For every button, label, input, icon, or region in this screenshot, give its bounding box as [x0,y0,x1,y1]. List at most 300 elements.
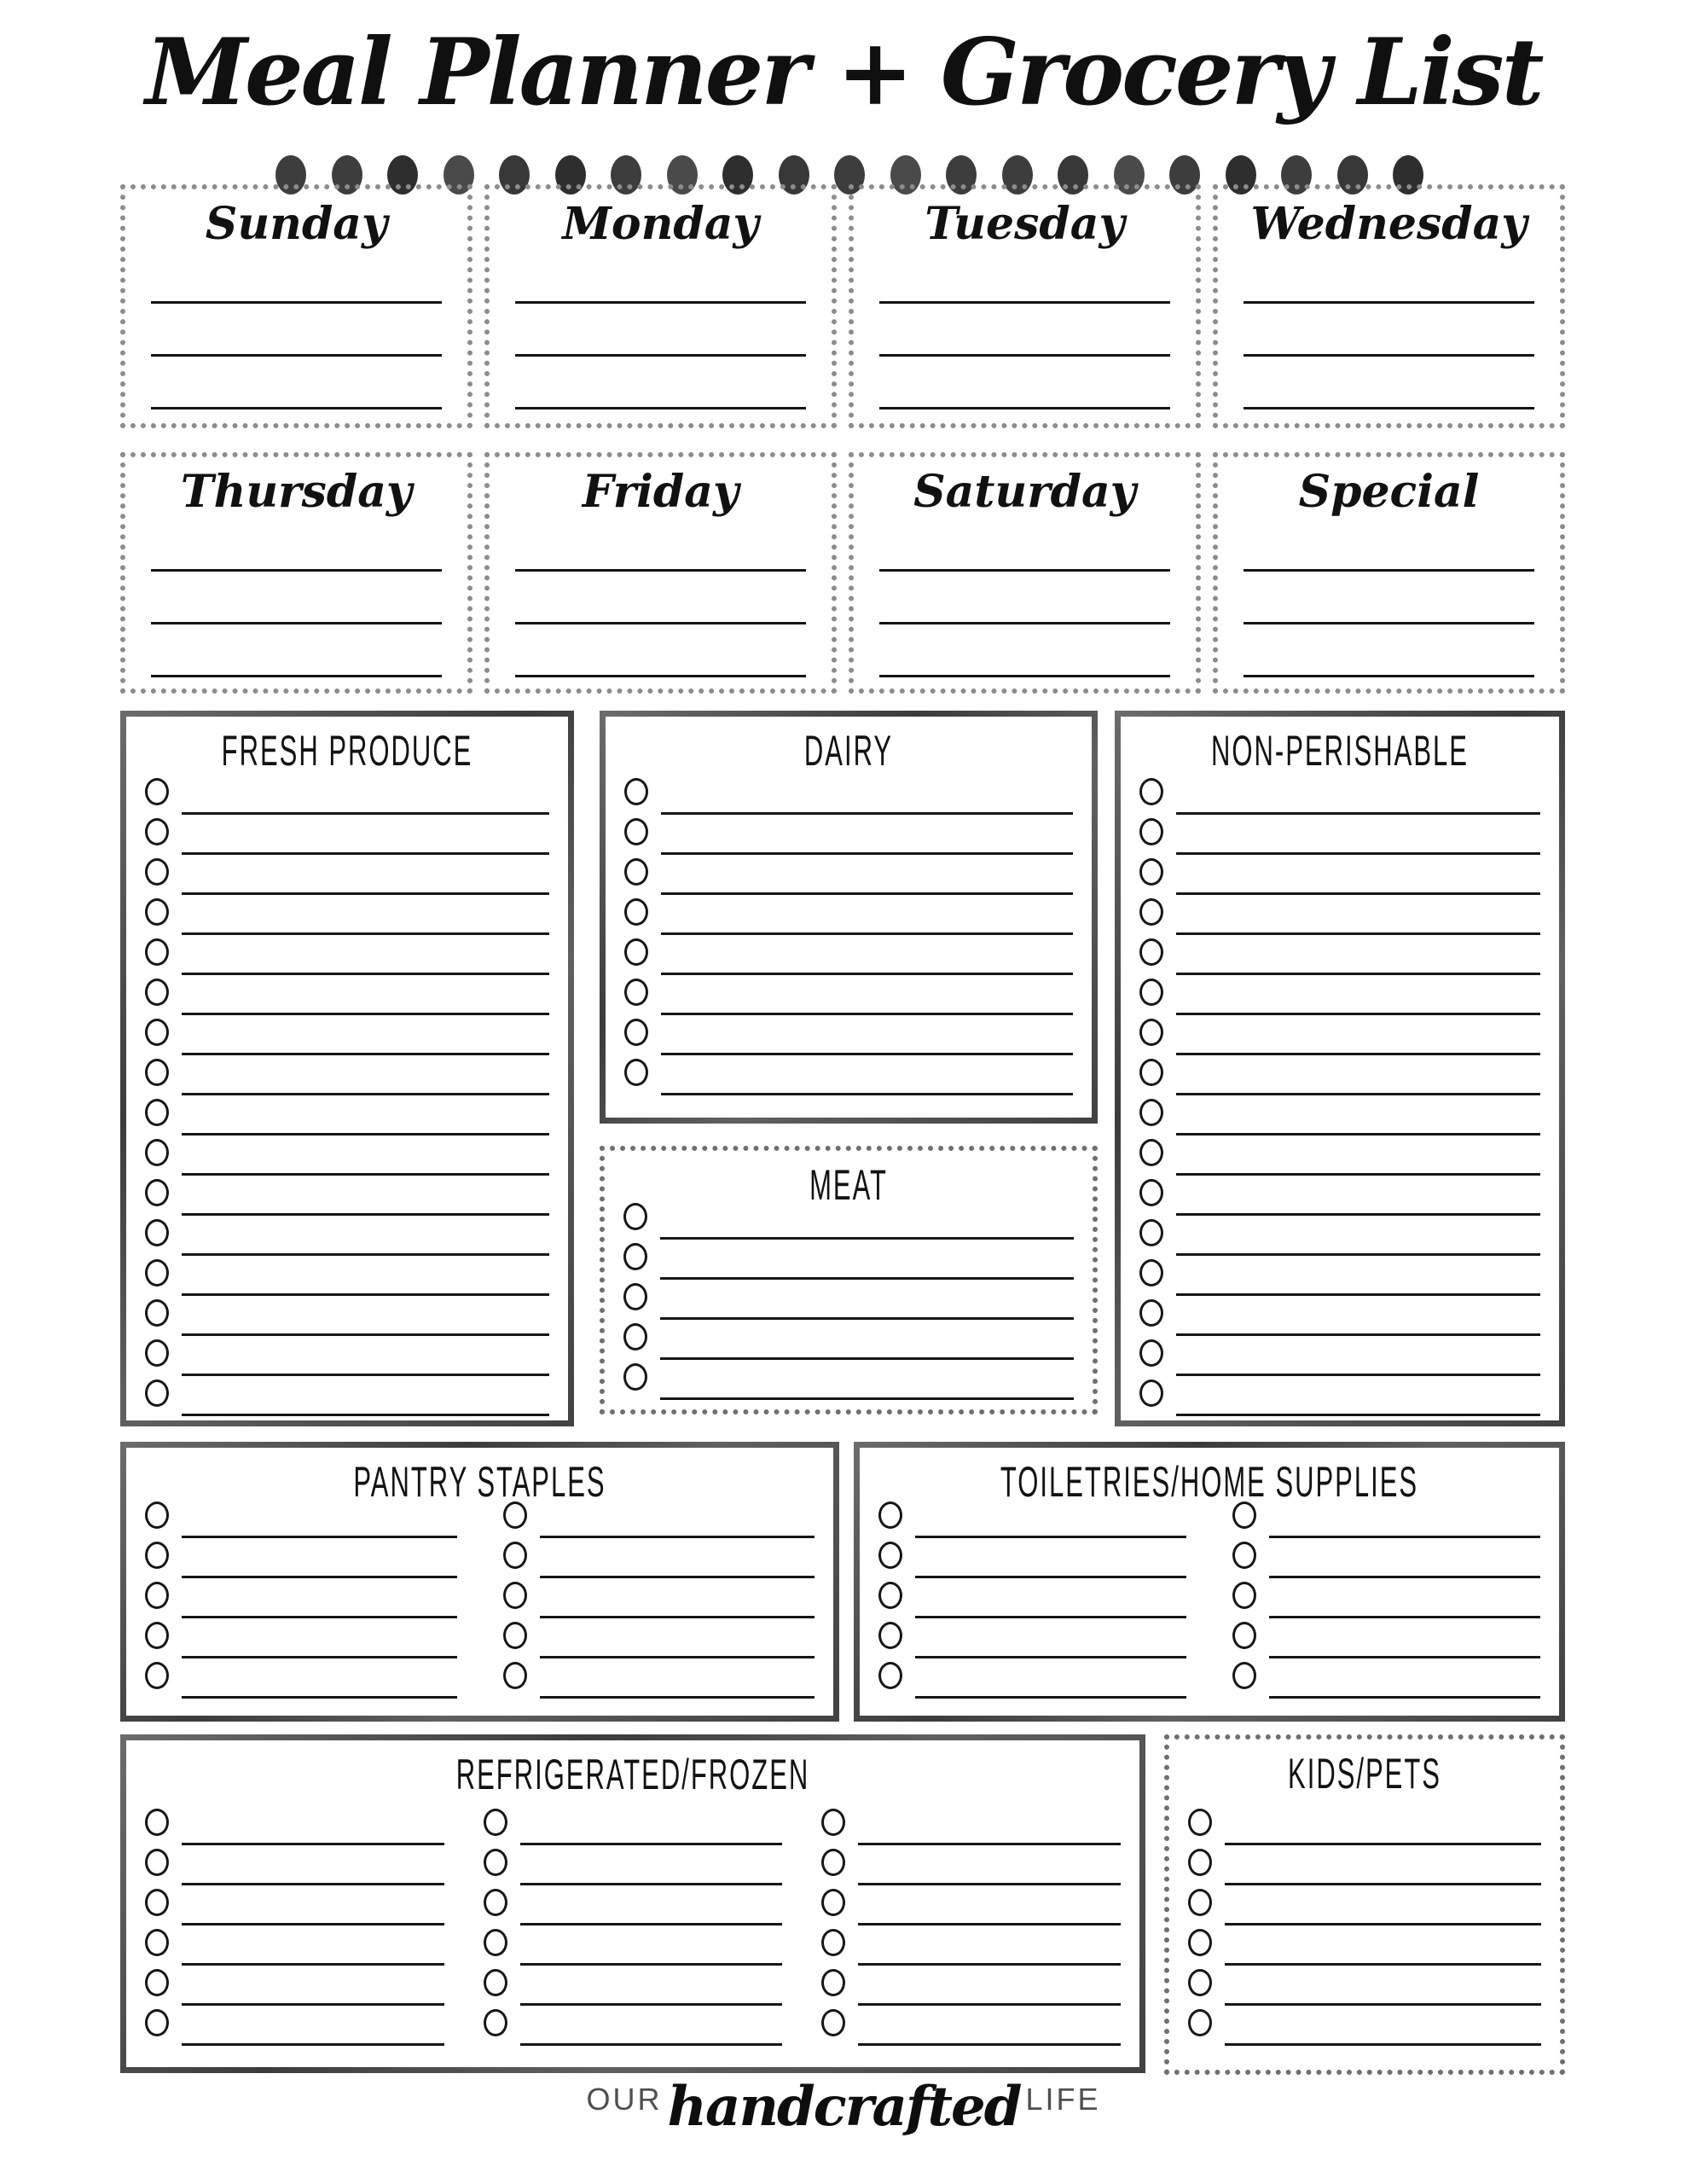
write-line [1225,1843,1541,1845]
day-name: Tuesday [925,198,1125,250]
checkbox-circle [878,1502,902,1529]
day-box-saturday [849,452,1201,694]
checkbox-circle [1232,1542,1256,1569]
checkbox-circle [624,1019,648,1046]
meal-line [879,354,1170,357]
checkbox-circle [1139,1019,1163,1046]
section-rows [1128,775,1552,1416]
write-line [1225,2003,1541,2006]
write-line [182,2003,444,2006]
checkbox-circle [624,979,648,1006]
checkbox-circle [1139,938,1163,966]
checkbox-circle [1139,1339,1163,1367]
grocery-row [133,1538,469,1578]
checkbox-circle [1139,1059,1163,1086]
section-title: DAIRY [803,727,894,775]
checkbox-circle [1188,1969,1212,1996]
section-rows [133,775,561,1416]
write-line [1269,1576,1540,1578]
day-box-monday [484,184,837,428]
checkbox-circle [1139,1139,1163,1166]
checkbox-circle [1139,818,1163,845]
write-line [182,1053,549,1055]
day-box-sunday [120,184,472,428]
checkbox-circle [484,2009,507,2036]
grocery-row [1176,1885,1553,1926]
grocery-row [1128,1095,1552,1136]
grocery-row [491,1578,827,1618]
checkbox-circle [1139,979,1163,1006]
section-column [612,1199,1086,1400]
day-lines [854,189,1196,423]
grocery-row [612,1015,1085,1055]
meal-line [1244,675,1534,677]
meal-line [151,407,442,410]
day-lines [1218,189,1560,423]
grocery-row [133,1176,561,1216]
checkbox-circle [878,1662,902,1689]
checkbox-circle [821,2009,845,2036]
write-line [540,1656,815,1658]
write-line [1176,812,1540,815]
grocery-row [612,975,1085,1015]
write-line [1225,1963,1541,1966]
write-line [1176,892,1540,895]
meal-line [515,354,806,357]
grocery-row [472,1885,795,1926]
grocery-row [612,1280,1086,1320]
grocery-row [1128,975,1552,1015]
write-line [520,1963,783,1966]
meal-line [879,569,1170,572]
section-non-perishable [1115,711,1565,1426]
write-line [915,1656,1186,1658]
write-line [1176,1053,1540,1055]
checkbox-circle [624,898,648,926]
write-line [1269,1536,1540,1538]
checkbox-circle [145,1929,169,1956]
section-column [612,775,1085,1095]
section-rows [612,1199,1086,1400]
grocery-row [1128,1376,1552,1416]
meal-line [1244,569,1534,572]
write-line [661,1053,1073,1055]
checkbox-circle [1139,858,1163,886]
grocery-row [612,1360,1086,1400]
checkbox-circle [145,1019,169,1046]
section-rows [612,775,1085,1095]
write-line [540,1576,815,1578]
day-name: Friday [582,466,739,518]
grocery-row [491,1538,827,1578]
day-name: Special [1298,466,1480,518]
grocery-row [491,1658,827,1699]
section-title: MEAT [809,1161,888,1209]
footer-post: LIFE [1025,2082,1101,2117]
section-rows [867,1498,1552,1699]
checkbox-circle [878,1582,902,1609]
day-name: Monday [562,198,759,250]
write-line [1176,1374,1540,1376]
section-column [1220,1498,1552,1699]
section-column [809,1805,1133,2046]
write-line [182,1333,549,1336]
meal-line [515,407,806,410]
write-line [660,1277,1074,1280]
grocery-row [133,1926,456,1966]
write-line [182,852,549,855]
grocery-row [867,1538,1198,1578]
grocery-row [491,1498,827,1538]
write-line [540,1536,815,1538]
grocery-row [133,1055,561,1095]
checkbox-circle [1232,1582,1256,1609]
grocery-row [472,1926,795,1966]
checkbox-circle [503,1542,527,1569]
grocery-row [133,1296,561,1336]
checkbox-circle [1139,1259,1163,1287]
checkbox-circle [484,1969,507,1996]
checkbox-circle [821,1929,845,1956]
checkbox-circle [1188,1809,1212,1836]
write-line [1176,1414,1540,1416]
checkbox-circle [145,818,169,845]
meal-line [879,622,1170,624]
section-column [472,1805,795,2046]
meal-line [515,569,806,572]
section-title: KIDS/PETS [1288,1750,1441,1798]
write-line [520,1883,783,1885]
checkbox-circle [484,1849,507,1876]
grocery-row [809,1926,1133,1966]
checkbox-circle [1139,1179,1163,1206]
section-column [133,1498,469,1699]
checkbox-circle [1232,1622,1256,1649]
grocery-row [1220,1658,1552,1699]
checkbox-circle [145,1889,169,1916]
section-title: NON-PERISHABLE [1211,727,1469,775]
write-line [540,1616,815,1618]
section-title: TOILETRIES/HOME SUPPLIES [1000,1458,1419,1506]
day-lines [125,189,467,423]
write-line [182,1843,444,1845]
meal-line [1244,622,1534,624]
checkbox-circle [821,1969,845,1996]
day-box-thursday [120,452,472,694]
day-lines [490,189,832,423]
write-line [182,1093,549,1095]
checkbox-circle [484,1809,507,1836]
write-line [182,1923,444,1926]
grocery-row [1220,1538,1552,1578]
write-line [182,1696,457,1699]
checkbox-circle [624,858,648,886]
checkbox-circle [145,1179,169,1206]
write-line [660,1357,1074,1360]
section-title: PANTRY STAPLES [353,1458,606,1506]
checkbox-circle [1232,1502,1256,1529]
grocery-row [1220,1578,1552,1618]
checkbox-circle [623,1283,647,1310]
write-line [1269,1616,1540,1618]
section-toiletries-home-supplies [854,1442,1565,1722]
write-line [182,1536,457,1538]
grocery-row [1128,1055,1552,1095]
grocery-row [1128,1216,1552,1256]
section-rows [133,1805,1133,2046]
write-line [1176,973,1540,975]
checkbox-circle [1139,898,1163,926]
day-box-tuesday [849,184,1201,428]
section-rows [1176,1805,1553,2046]
write-line [858,1963,1121,1966]
day-lines [854,457,1196,688]
footer-brand [0,2075,1687,2139]
checkbox-circle [503,1622,527,1649]
checkbox-circle [145,1809,169,1836]
write-line [858,1923,1121,1926]
grocery-row [1128,935,1552,975]
grocery-row [809,1805,1133,1845]
grocery-row [1128,1176,1552,1216]
grocery-row [612,1199,1086,1240]
footer-pre: OUR [586,2082,663,2117]
grocery-row [867,1658,1198,1699]
grocery-row [133,1336,561,1376]
write-line [915,1616,1186,1618]
grocery-row [133,1256,561,1296]
grocery-row [612,935,1085,975]
day-name: Sunday [205,198,388,250]
write-line [520,2043,783,2046]
write-line [182,1656,457,1658]
section-title: FRESH PRODUCE [221,727,473,775]
checkbox-circle [624,778,648,805]
grocery-row [1176,1926,1553,1966]
write-line [1225,1923,1541,1926]
write-line [915,1696,1186,1699]
grocery-row [1128,1336,1552,1376]
meal-line [151,354,442,357]
section-kids-pets [1164,1734,1565,2075]
write-line [1176,1013,1540,1015]
write-line [182,1616,457,1618]
checkbox-circle [1139,1219,1163,1246]
grocery-row [133,975,561,1015]
grocery-row [612,815,1085,855]
checkbox-circle [821,1849,845,1876]
grocery-row [867,1578,1198,1618]
write-line [182,1013,549,1015]
grocery-row [133,1376,561,1416]
checkbox-circle [145,1219,169,1246]
checkbox-circle [821,1889,845,1916]
write-line [520,1923,783,1926]
checkbox-circle [145,1259,169,1287]
grocery-row [1176,1805,1553,1845]
write-line [520,2003,783,2006]
grocery-row [1220,1498,1552,1538]
grocery-row [133,1015,561,1055]
checkbox-circle [878,1622,902,1649]
checkbox-circle [623,1363,647,1391]
write-line [1225,1883,1541,1885]
checkbox-circle [503,1502,527,1529]
checkbox-circle [1232,1662,1256,1689]
day-name: Thursday [180,466,413,518]
meal-line [879,675,1170,677]
write-line [660,1397,1074,1400]
grocery-row [1176,1845,1553,1885]
checkbox-circle [145,1969,169,1996]
write-line [1176,852,1540,855]
section-column [867,1498,1198,1699]
write-line [661,1013,1073,1015]
checkbox-circle [1139,1099,1163,1126]
grocery-row [133,1966,456,2006]
checkbox-circle [503,1582,527,1609]
grocery-row [133,2006,456,2046]
grocery-row [133,1658,469,1699]
checkbox-circle [878,1542,902,1569]
write-line [661,892,1073,895]
section-column [1176,1805,1553,2046]
write-line [1176,1253,1540,1256]
checkbox-circle [145,1849,169,1876]
section-pantry-staples [120,1442,839,1722]
checkbox-circle [145,858,169,886]
day-box-wednesday [1213,184,1565,428]
write-line [661,973,1073,975]
checkbox-circle [145,1582,169,1609]
grocery-row [133,1498,469,1538]
grocery-row [1128,1296,1552,1336]
checkbox-circle [623,1323,647,1350]
grocery-row [1176,2006,1553,2046]
write-line [1176,1333,1540,1336]
checkbox-circle [624,938,648,966]
write-line [182,1213,549,1216]
day-name: Saturday [913,466,1136,518]
write-line [182,1414,549,1416]
write-line [858,1843,1121,1845]
grocery-row [472,1845,795,1885]
write-line [182,1293,549,1296]
write-line [661,932,1073,935]
checkbox-circle [1188,2009,1212,2036]
meal-line [879,301,1170,304]
write-line [182,932,549,935]
grocery-row [867,1618,1198,1658]
write-line [520,1843,783,1845]
grocery-row [612,895,1085,935]
write-line [660,1237,1074,1240]
meal-line [1244,407,1534,410]
grocery-row [867,1498,1198,1538]
write-line [182,812,549,815]
grocery-row [809,1966,1133,2006]
checkbox-circle [503,1662,527,1689]
checkbox-circle [145,778,169,805]
grocery-row [133,895,561,935]
checkbox-circle [145,1139,169,1166]
section-rows [133,1498,826,1699]
write-line [915,1576,1186,1578]
section-refrigerated-frozen [120,1734,1145,2073]
checkbox-circle [484,1889,507,1916]
grocery-row [133,1885,456,1926]
grocery-row [491,1618,827,1658]
grocery-row [133,1095,561,1136]
grocery-row [133,855,561,895]
grocery-row [612,775,1085,815]
checkbox-circle [484,1929,507,1956]
write-line [1176,932,1540,935]
checkbox-circle [145,1662,169,1689]
checkbox-circle [1188,1889,1212,1916]
meal-line [151,301,442,304]
grocery-row [133,1805,456,1845]
checkbox-circle [145,1299,169,1327]
write-line [660,1317,1074,1320]
grocery-row [1128,775,1552,815]
grocery-row [472,1805,795,1845]
grocery-row [133,1216,561,1256]
write-line [1176,1173,1540,1176]
grocery-row [612,855,1085,895]
write-line [182,1883,444,1885]
write-line [182,1253,549,1256]
meal-line [151,622,442,624]
grocery-row [612,1240,1086,1280]
grocery-row [809,1845,1133,1885]
write-line [182,973,549,975]
checkbox-circle [145,898,169,926]
grocery-row [133,775,561,815]
grocery-row [809,2006,1133,2046]
checkbox-circle [145,1380,169,1407]
grocery-row [1128,855,1552,895]
day-lines [125,457,467,688]
grocery-row [133,1618,469,1658]
write-line [858,2043,1121,2046]
checkbox-circle [145,979,169,1006]
grocery-row [133,1578,469,1618]
checkbox-circle [145,1502,169,1529]
write-line [661,1093,1073,1095]
write-line [182,892,549,895]
grocery-row [809,1885,1133,1926]
section-dairy [600,711,1098,1124]
grocery-row [133,815,561,855]
footer-script: handcrafted [667,2075,1021,2139]
checkbox-circle [624,818,648,845]
write-line [858,1883,1121,1885]
write-line [182,2043,444,2046]
meal-line [879,407,1170,410]
grocery-row [1128,1015,1552,1055]
write-line [661,812,1073,815]
write-line [1269,1656,1540,1658]
write-line [1269,1696,1540,1699]
grocery-row [472,1966,795,2006]
section-fresh-produce [120,711,574,1426]
checkbox-circle [145,1099,169,1126]
section-column [1128,775,1552,1416]
meal-line [1244,301,1534,304]
write-line [182,1173,549,1176]
checkbox-circle [145,938,169,966]
